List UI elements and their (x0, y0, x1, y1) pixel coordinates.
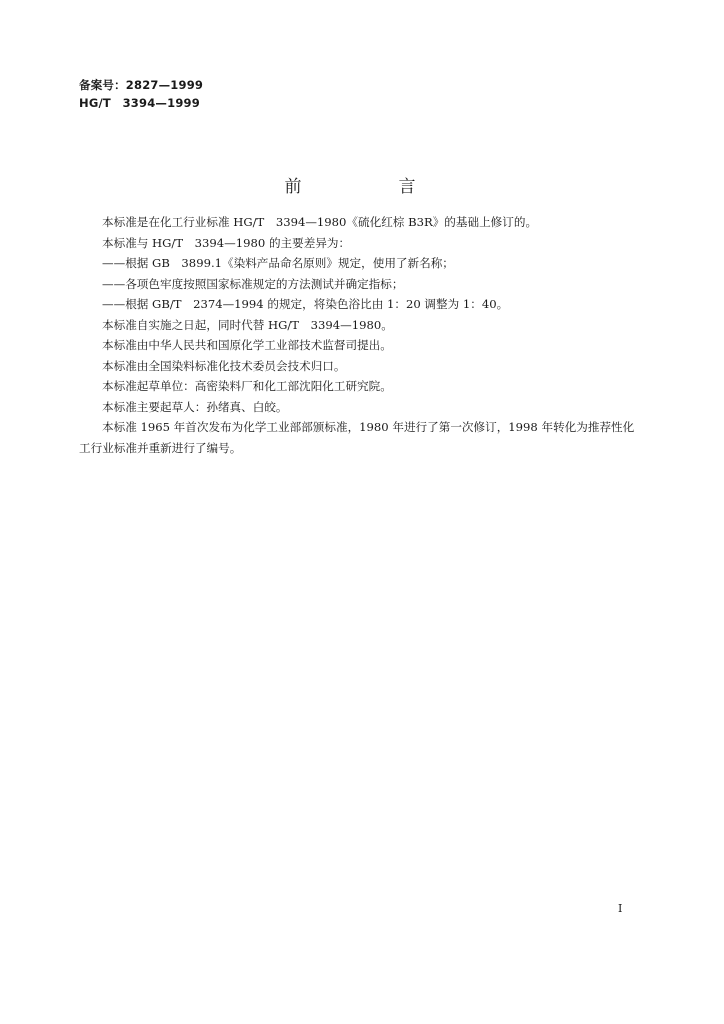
standard-number: HG/T 3394—1999 (79, 96, 200, 110)
paragraph: 本标准起草单位：高密染料厂和化工部沈阳化工研究院。 (102, 379, 392, 393)
filing-number: 备案号：2827—1999 (79, 78, 204, 92)
list-item: ——根据 GB 3899.1《染料产品命名原则》规定，使用了新名称； (102, 256, 454, 270)
page-number: I (618, 902, 623, 915)
paragraph: 本标准主要起草人：孙绪真、白皎。 (102, 399, 288, 414)
page-title: 前 言 (284, 177, 456, 197)
paragraph: 本标准由全国染料标准化技术委员会技术归口。 (102, 358, 346, 373)
list-item: ——各项色牢度按照国家标准规定的方法测试并确定指标； (102, 276, 404, 291)
paragraph: 本标准自实施之日起，同时代替 HG/T 3394—1980。 (102, 317, 393, 332)
paragraph: 本标准与 HG/T 3394—1980 的主要差异为： (102, 235, 351, 250)
list-item: ——根据 GB/T 2374—1994 的规定，将染色浴比由 1：20 调整为 1：40。 (102, 297, 509, 311)
foreword-body (79, 212, 637, 458)
document-header (79, 76, 203, 112)
paragraph: 本标准是在化工行业标准 HG/T 3394—1980《硫化红棕 B3R》的基础上修订的。 (102, 215, 538, 229)
paragraph: 本标准由中华人民共和国原化学工业部技术监督司提出。 (102, 338, 392, 352)
paragraph: 本标准 1965 年首次发布为化学工业部部颁标准，1980 年进行了第一次修订，1998 年转化为推荐性化工行业标准并重新进行了编号。 (79, 420, 635, 455)
